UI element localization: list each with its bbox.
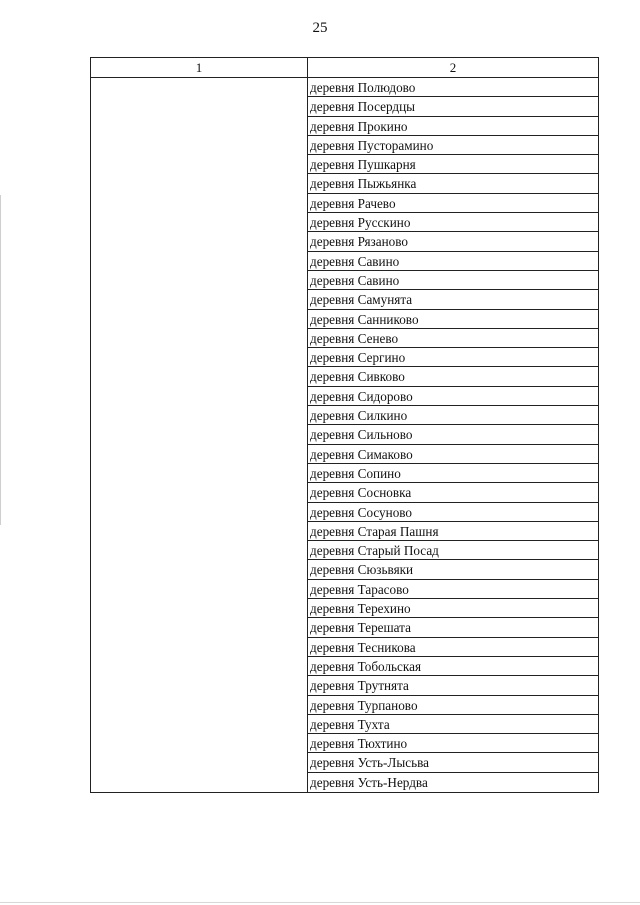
table-row: деревня Симаково — [308, 445, 598, 464]
table-row: деревня Тарасово — [308, 580, 598, 599]
table-row: деревня Санниково — [308, 310, 598, 329]
table-row: деревня Сергино — [308, 348, 598, 367]
scan-edge-mark — [0, 195, 1, 525]
table-row: деревня Посердцы — [308, 97, 598, 116]
table-row: деревня Тюхтино — [308, 734, 598, 753]
table-row: деревня Сильново — [308, 425, 598, 444]
scan-bottom-line — [0, 902, 640, 903]
column-header-2: 2 — [308, 58, 599, 78]
table-row: деревня Пыжьянка — [308, 174, 598, 193]
table-row: деревня Прокино — [308, 117, 598, 136]
column-1-merged-cell — [91, 78, 308, 793]
table-row: деревня Тобольская — [308, 657, 598, 676]
column-header-1: 1 — [91, 58, 308, 78]
table-row: деревня Полюдово — [308, 78, 598, 97]
table-row: деревня Сенево — [308, 329, 598, 348]
table-row: деревня Пушкарня — [308, 155, 598, 174]
table-row: деревня Терехино — [308, 599, 598, 618]
table-row: деревня Савино — [308, 271, 598, 290]
table-row: деревня Усть-Нердва — [310, 774, 428, 790]
table-row: деревня Сидорово — [308, 387, 598, 406]
table-row: деревня Сивково — [308, 367, 598, 386]
table-header-row — [91, 58, 599, 78]
table-row: деревня Сюзьвяки — [308, 560, 598, 579]
table-row: деревня Тесникова — [308, 638, 598, 657]
page-number: 25 — [312, 20, 328, 36]
table-row: деревня Рачево — [308, 194, 598, 213]
table-row: деревня Савино — [308, 252, 598, 271]
table-row: деревня Пусторамино — [308, 136, 598, 155]
column-2-list — [308, 78, 599, 793]
table-row: деревня Тухта — [308, 715, 598, 734]
table-row: деревня Сосуново — [308, 503, 598, 522]
table-row: деревня Сосновка — [308, 483, 598, 502]
table-row: деревня Старый Посад — [308, 541, 598, 560]
settlements-table — [90, 57, 599, 793]
table-row: деревня Русскино — [308, 213, 598, 232]
table-row: деревня Старая Пашня — [308, 522, 598, 541]
table-row: деревня Турпаново — [308, 696, 598, 715]
table-row: деревня Трутнята — [308, 676, 598, 695]
table-row: деревня Усть-Лысьва — [308, 753, 598, 772]
table-row: деревня Сопино — [308, 464, 598, 483]
table-row: деревня Рязаново — [308, 232, 598, 251]
table-row: деревня Силкино — [308, 406, 598, 425]
table-row: деревня Терешата — [308, 618, 598, 637]
table-row: деревня Самунята — [308, 290, 598, 309]
